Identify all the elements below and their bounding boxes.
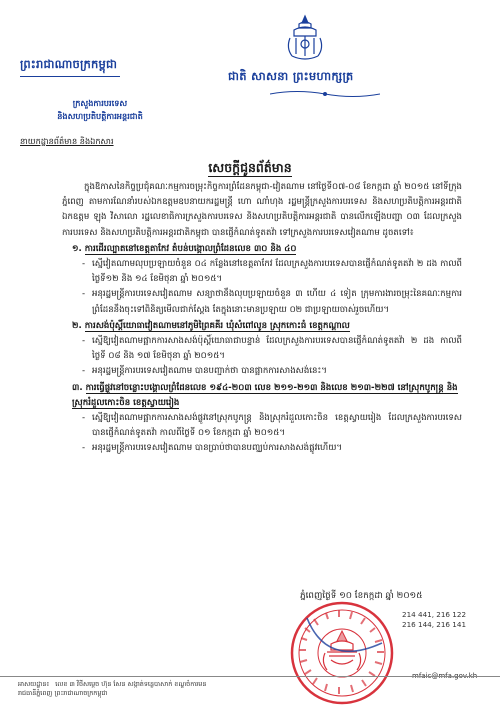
section-2-item-1 [82, 334, 462, 364]
bullet-dash: - [82, 443, 86, 454]
header-left-divider [20, 76, 120, 77]
section-3-item-2-text: អនុរដ្ឋមន្ត្រីការបរទេសវៀតណាម បានប្រាប់ថាបានបញ្ឈប់ការសាងសង់ផ្លូវហើយ។ [92, 443, 343, 454]
section-1-item-2-text: អនុរដ្ឋមន្ត្រីការបរទេសវៀតណាម សន្យាថានឹងលុបប្រឡាយចំនួន ៣ ហើយ ៤ ទៀត ក្រុមការងារចម្រុះនៃគណៈកម្មការព្រំដែននឹងចុះទៅពិនិត្យមើលជាក់ស្តែង តែក្នុងនោះមានប្រឡាយ ០២ ជាប្រឡាយចាស់រួចហើយ។ [92, 289, 462, 315]
contact-email[interactable]: mfaic@mfa.gov.kh [412, 672, 478, 680]
section-1-item-1-text: ស្នើវៀតណាមលុបប្រឡាយចំនួន ០៤ កន្លែងនៅខេត្តតាកែវ ដែលក្រសួងការបរទេសបានផ្ញើកំណត់ទូតតវ៉ា ២ ដង កាលពីថ្ងៃទី១២ និង ១៤ ខែមិថុនា ឆ្នាំ ២០១៥។ [92, 259, 462, 285]
section-2-title: ការសង់ប៉ុស្តិ៍យោធាវៀតណាមនៅភូមិព្រៃគគីរ ឃុំសំពៅលូន ស្រុកកោះធំ ខេត្តកណ្តាល [84, 320, 350, 331]
kingdom-title: ព្រះរាជាណាចក្រកម្ពុជា [20, 57, 118, 71]
bullet-dash: - [82, 289, 86, 300]
bullet-dash: - [82, 366, 86, 377]
footer-address [18, 680, 318, 698]
ministry-line-1: ក្រសួងការបរទេស [72, 98, 128, 108]
royal-emblem-icon [282, 14, 328, 62]
section-3-item-1 [82, 411, 462, 441]
section-2-item-1-text: ស្នើឱ្យវៀតណាមផ្អាកការសាងសង់ប៉ុស្តិ៍យោធាជាបន្ទាន់ ដែលក្រសួងការបរទេសបានផ្ញើកំណត់ទូតតវ៉ា ២ ដង កាលពីថ្ងៃទី ០៨ និង ១៧ ខែមិថុនា ឆ្នាំ ២០១៥។ [92, 336, 462, 362]
bullet-dash: - [82, 336, 86, 347]
section-1-heading [72, 242, 462, 257]
section-3-number: ៣. [72, 382, 83, 393]
footer-line-1 [18, 680, 318, 689]
footer-address-1: លេខ ៣ វិថីសម្តេច ហ៊ុន សែន សង្កាត់ទន្លេបាសាក់ ខណ្ឌចំការមន [55, 680, 207, 688]
intro-paragraph: ក្នុងឱកាសនៃកិច្ចប្រជុំគណៈកម្មការចម្រុះកិច្ចការព្រំដែនកម្ពុជា-វៀតណាម នៅថ្ងៃទី០៧-០៨ ខែកក្កដា ឆ្នាំ ២០១៥ នៅទីក្រុងភ្នំពេញ តាមការណែនាំរបស់ឯកឧត្តមឧបនាយករដ្ឋមន្ត្រី ហោ ណាំហុង រដ្ឋមន្ត្រីក្រសួងការបរទេស និងសហប្រតិបត្តិការអន្តរជាតិ ឯកឧត្តម ឡុង វិសាលោ រដ្ឋលេខាធិការក្រសួងការបរទេស និងសហប្រតិបត្តិការអន្តរជាតិ បានលើកឡើងបញ្ហា ០៣ ដែលក្រសួងការបរទេស និងសហប្រតិបត្តិការអន្តរជាតិកម្ពុជា បានផ្ញើកំណត់ទូតតវ៉ា ទៅក្រសួងការបរទេសវៀតណាម ដូចតទៅ៖ [62, 182, 462, 238]
section-3-item-1-text: ស្នើឱ្យវៀតណាមផ្អាកការសាងសង់ផ្លូវនៅស្រុកបូកន្ត្រ និងស្រុករំដួលកោះចិន ខេត្តស្វាយរៀង ដែលក្រសួងការបរទេសបានផ្ញើកំណត់ទូតតវ៉ា កាលពីថ្ងៃទី ០១ ខែកក្កដា ឆ្នាំ ២០១៥។ [92, 413, 462, 439]
document-body [62, 180, 462, 457]
section-3-item-2 [82, 441, 462, 456]
section-3-heading [72, 381, 462, 411]
section-2-item-2-text: អនុរដ្ឋមន្ត្រីការបរទេសវៀតណាម បានបញ្ជាក់ថា បានផ្អាកការសាងសង់នេះ។ [92, 366, 327, 377]
ministry-line-2: និងសហប្រតិបត្តិការអន្តរជាតិ [57, 111, 143, 121]
bullet-dash: - [82, 413, 86, 424]
document-title [0, 160, 500, 179]
motto-ornament-icon [270, 89, 380, 99]
section-2-number: ២. [72, 320, 82, 331]
phone-line-1: 214 441, 216 122 [402, 610, 467, 619]
section-3-title: ការធ្វើផ្លូវនៅចន្លោះបង្គោលព្រំដែនលេខ ១៩៤-២០៣ លេខ ២១១-២១៣ និងលេខ ២១៣-២២៧ នៅស្រុកបូកន្ត្រ និងស្រុករំដួលកោះចិន ខេត្តស្វាយរៀង [72, 382, 458, 408]
contact-phones [402, 610, 466, 630]
bullet-dash: - [82, 259, 86, 270]
section-1-item-1 [82, 257, 462, 287]
section-1-item-2 [82, 287, 462, 317]
footer-divider [0, 676, 500, 677]
document-title-text: សេចក្តីជូនព័ត៌មាន [208, 160, 292, 175]
section-2-heading [72, 319, 462, 334]
footer-label: អាសយដ្ឋាន៖ [18, 680, 50, 688]
national-motto: ជាតិ សាសនា ព្រះមហាក្សត្រ [228, 69, 354, 83]
phone-line-2: 216 144, 216 141 [402, 620, 467, 629]
footer-address-2: រាជធានីភ្នំពេញ ព្រះរាជាណាចក្រកម្ពុជា [18, 689, 108, 697]
section-1-title: ការដើរល្បាតនៅខេត្តតាកែវ តំបន់បង្គោលព្រំដែនលេខ ៣០ និង ៤០ [84, 243, 297, 254]
section-2-item-2 [82, 364, 462, 379]
date-line: ភ្នំពេញថ្ងៃទី ១០ ខែកក្កដា ឆ្នាំ ២០១៥ [300, 591, 423, 601]
section-1-number: ១. [72, 243, 82, 254]
department-name: នាយកដ្ឋានព័ត៌មាន និងឯកសារ [20, 136, 114, 146]
ministry-name [40, 97, 160, 123]
